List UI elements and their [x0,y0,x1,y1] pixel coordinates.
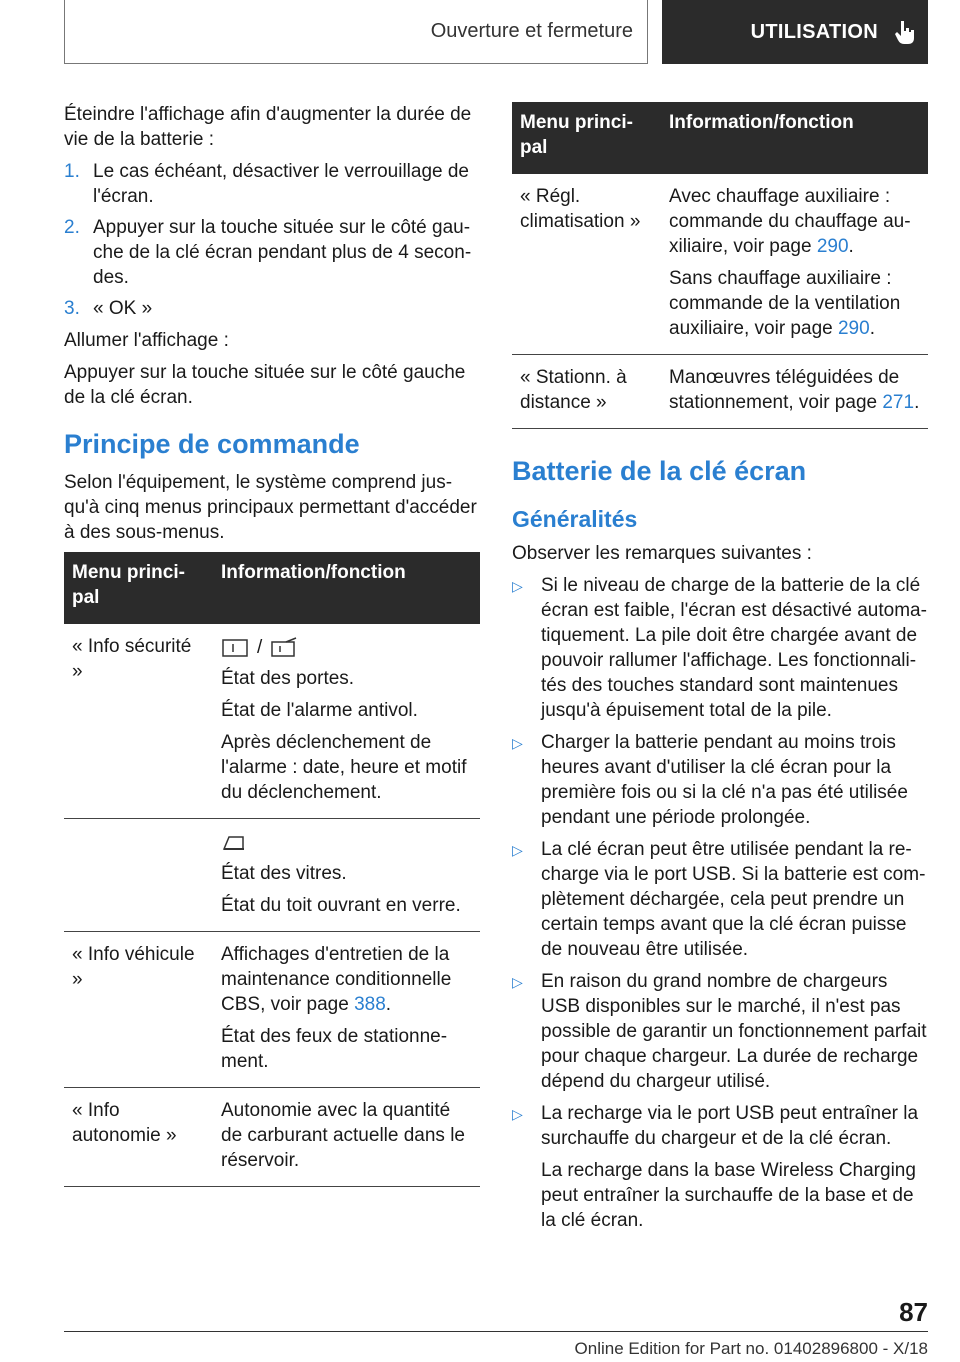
footer-divider [64,1331,928,1332]
aux-heater-text-pre: Avec chauffage auxiliaire : commande du chauffage auxiliaire, voir page [669,186,911,257]
page-link-388[interactable]: 388 [354,994,386,1015]
col-info-header: Information/fonction [661,102,928,174]
step-text: Le cas échéant, désactiver le verrouillage de l'écran. [93,161,470,207]
remarks-intro: Observer les remarques suivantes : [512,543,812,564]
bullet-marker: ▷ [512,735,523,751]
remote-parking-text-post: . [914,392,920,413]
aux-vent-text-pre: Sans chauffage auxiliaire : commande de la ventilation auxiliaire, voir page [669,268,901,339]
bullet-text: Si le niveau de charge de la batterie de la clé écran est faible, l'écran est désactivé automatiquement. La pile doit être chargée avant de pouvoir rallumer l'affichage. Les fonctionnalités des touches standard sont maintenues jusqu'à épuisement total de la pile. [541,575,927,721]
left-column [64,102,480,1187]
menu-cell: « Régl. climatisation » [512,174,661,355]
info-cell [661,174,928,355]
page-number: 87 [899,1297,928,1327]
menu-cell [64,819,213,932]
heading-batterie: Batterie de la clé écran [512,456,807,486]
page-link-271[interactable]: 271 [882,392,915,413]
aux-heater-text-post: . [848,236,854,257]
door-open-icon [270,636,300,658]
cbs-text-post: . [385,994,392,1015]
window-icon [221,831,247,853]
step-number: 3. [64,298,80,319]
menu-table-left [64,552,480,1187]
bullet-text-group [541,1101,928,1240]
subheading-generalites: Généralités [512,506,638,532]
bullet-text: La clé écran peut être utilisée pendant la recharge via le port USB. Si la batterie est complètement déchargée, cela peut prendre un certain temps avant que la clé écran puisse de nouveau être utilisée. [541,839,926,960]
hand-pointer-icon [892,18,918,46]
table-header [64,552,480,624]
parking-lights-text: État des feux de stationnement. [221,1026,448,1072]
menu-cell: « Stationn. à distance » [512,355,661,429]
cbs-text [221,942,472,1017]
info-cell [213,1088,480,1187]
list-item [64,296,480,321]
menu-table-right [512,102,928,429]
right-column [512,102,928,1247]
list-item [512,573,928,723]
page-link-290[interactable]: 290 [837,318,870,339]
intro-text: Éteindre l'affichage afin d'augmenter la durée de vie de la batterie : [64,104,472,150]
bullet-marker: ▷ [512,974,523,990]
door-icons [221,634,472,660]
menu-cell: « Info véhicule » [64,932,213,1088]
menu-cell: « Info autonomie » [64,1088,213,1187]
icon-separator: / [257,636,263,658]
bullet-marker: ▷ [512,842,523,858]
info-cell [661,355,928,429]
page-link-290[interactable]: 290 [816,236,849,257]
header-section [64,0,648,64]
cbs-text-pre: Affichages d'entretien de la maintenance conditionnelle CBS, voir page [221,944,452,1015]
bullet-text: En raison du grand nombre de chargeurs USB disponibles sur le marché, il n'est pas possible de garantir un fonctionnement parfait pour chaque chargeur. La durée de recharge dépend du chargeur utilisé. [541,971,927,1092]
bullet-text: Charger la batterie pendant au moins trois heures avant d'utiliser la clé écran pour la première fois ou si la clé n'a pas été utilisée pendant une période prolongée. [541,732,908,828]
alarm-status-text: État de l'alarme antivol. [221,700,418,721]
steps-list [64,159,480,321]
door-closed-icon [221,636,249,658]
menu-cell: « Info sécurité » [64,624,213,819]
window-icons [221,829,472,855]
bullet-text: La recharge via le port USB peut entraîner la surchauffe du chargeur et de la clé écran. [541,1103,919,1149]
bullet-marker: ▷ [512,578,523,594]
door-status-text: État des portes. [221,668,355,689]
aux-vent-text [669,266,920,341]
remote-parking-text [669,365,920,415]
info-cell [213,932,480,1088]
edition-text: Online Edition for Part no. 01402896800 - X/18 [574,1339,928,1358]
display-on-text: Appuyer sur la touche située sur le côté gauche de la clé écran. [64,362,466,408]
list-item [512,969,928,1094]
aux-vent-text-post: . [869,318,875,339]
remote-parking-text-pre: Manœuvres téléguidées de stationnement, voir page [669,367,900,413]
table-row [64,1088,480,1187]
table-row [512,174,928,355]
step-text: « OK » [93,298,153,319]
list-item [64,215,480,290]
info-cell [213,624,480,819]
col-menu-header: Menu principal [512,102,661,174]
header-chapter [662,0,928,64]
alarm-trigger-text: Après déclenchement de l'alarme : date, heure et motif du déclenchement. [221,732,467,803]
table-header [512,102,928,174]
list-item [512,837,928,962]
list-item [512,730,928,830]
range-text: Autonomie avec la quantité de carburant actuelle dans le réservoir. [221,1100,465,1171]
heading-principe-text: Selon l'équipement, le système comprend jusqu'à cinq menus principaux permettant d'accéder à des sous-menus. [64,472,477,543]
bullet-marker: ▷ [512,1106,523,1122]
table-row [64,932,480,1088]
table-row [64,624,480,819]
chapter-title: UTILISATION [750,20,878,43]
step-number: 1. [64,161,80,182]
step-text: Appuyer sur la touche située sur le côté gauche de la clé écran pendant plus de 4 secondes. [93,217,472,288]
list-item [64,159,480,209]
table-row [64,819,480,932]
roof-status-text: État du toit ouvrant en verre. [221,895,461,916]
heading-principe: Principe de commande [64,429,360,459]
section-title: Ouverture et fermeture [430,20,633,42]
col-info-header: Information/fonction [213,552,480,624]
col-menu-header: Menu principal [64,552,213,624]
bullet-extra-text: La recharge dans la base Wireless Charging peut entraîner la surchauffe de la base et de la clé écran. [541,1160,916,1231]
table-row [512,355,928,429]
window-status-text: État des vitres. [221,863,347,884]
list-item [512,1101,928,1240]
aux-heater-text [669,184,920,259]
remarks-list [512,573,928,1240]
info-cell [213,819,480,932]
step-number: 2. [64,217,80,238]
display-on-label: Allumer l'affichage : [64,330,229,351]
